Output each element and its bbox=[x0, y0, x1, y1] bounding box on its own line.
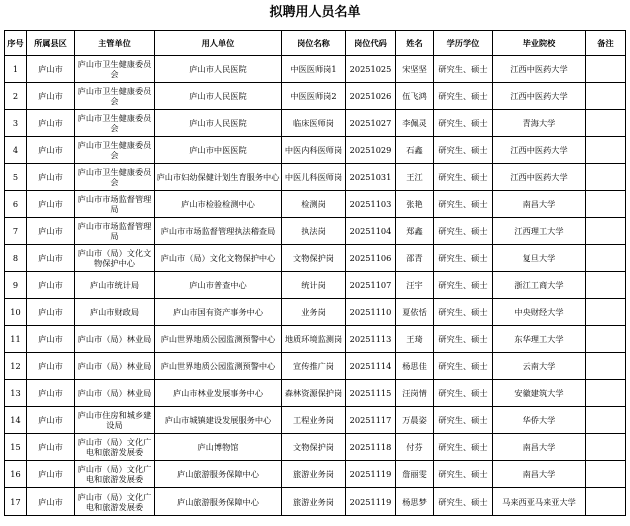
table-row bbox=[5, 380, 626, 407]
cell-col-county: 庐山市 bbox=[27, 218, 75, 245]
cell-col-county: 庐山市 bbox=[27, 299, 75, 326]
cell-col-name: 詹丽雯 bbox=[396, 461, 434, 488]
table-row bbox=[5, 245, 626, 272]
cell-col-name: 夏依恬 bbox=[396, 299, 434, 326]
cell-col-position-code: 20251106 bbox=[346, 245, 396, 272]
cell-col-county: 庐山市 bbox=[27, 461, 75, 488]
cell-col-position-code: 20251029 bbox=[346, 137, 396, 164]
cell-col-position: 业务岗 bbox=[282, 299, 346, 326]
cell-col-county: 庐山市 bbox=[27, 83, 75, 110]
table-row bbox=[5, 272, 626, 299]
cell-col-school: 东华理工大学 bbox=[493, 326, 586, 353]
cell-col-school: 南昌大学 bbox=[493, 461, 586, 488]
header-col-employer: 用人单位 bbox=[155, 31, 282, 56]
cell-col-position: 临床医师岗 bbox=[282, 110, 346, 137]
cell-col-county: 庐山市 bbox=[27, 245, 75, 272]
cell-col-supervisor: 庐山市住房和城乡建设局 bbox=[75, 407, 155, 434]
cell-col-degree: 研究生、硕士 bbox=[434, 461, 493, 488]
table-row bbox=[5, 434, 626, 461]
cell-col-position-code: 20251103 bbox=[346, 191, 396, 218]
cell-col-degree: 研究生、硕士 bbox=[434, 245, 493, 272]
cell-col-employer: 庐山旅游服务保障中心 bbox=[155, 461, 282, 488]
cell-col-county: 庐山市 bbox=[27, 110, 75, 137]
cell-col-county: 庐山市 bbox=[27, 380, 75, 407]
cell-col-remark bbox=[586, 299, 626, 326]
cell-col-degree: 研究生、硕士 bbox=[434, 434, 493, 461]
cell-col-supervisor: 庐山市卫生健康委员会 bbox=[75, 56, 155, 83]
cell-col-name: 汪宇 bbox=[396, 272, 434, 299]
cell-col-county: 庐山市 bbox=[27, 272, 75, 299]
cell-col-position: 工程业务岗 bbox=[282, 407, 346, 434]
cell-col-name: 石鑫 bbox=[396, 137, 434, 164]
cell-col-index: 13 bbox=[5, 380, 27, 407]
cell-col-degree: 研究生、硕士 bbox=[434, 299, 493, 326]
cell-col-remark bbox=[586, 380, 626, 407]
cell-col-index: 14 bbox=[5, 407, 27, 434]
cell-col-name: 付芬 bbox=[396, 434, 434, 461]
cell-col-employer: 庐山市林业发展事务中心 bbox=[155, 380, 282, 407]
cell-col-remark bbox=[586, 191, 626, 218]
cell-col-employer: 庐山市普查中心 bbox=[155, 272, 282, 299]
cell-col-county: 庐山市 bbox=[27, 488, 75, 516]
cell-col-position: 中医内科医师岗 bbox=[282, 137, 346, 164]
header-col-school: 毕业院校 bbox=[493, 31, 586, 56]
cell-col-school: 马来西亚马来亚大学 bbox=[493, 488, 586, 516]
cell-col-position-code: 20251115 bbox=[346, 380, 396, 407]
table-row bbox=[5, 56, 626, 83]
table-row bbox=[5, 299, 626, 326]
cell-col-county: 庐山市 bbox=[27, 191, 75, 218]
cell-col-supervisor: 庐山市（局）文化广电和旅游发展委 bbox=[75, 434, 155, 461]
table-row bbox=[5, 407, 626, 434]
cell-col-employer: 庐山世界地质公园监测预警中心 bbox=[155, 326, 282, 353]
cell-col-remark bbox=[586, 326, 626, 353]
cell-col-county: 庐山市 bbox=[27, 326, 75, 353]
cell-col-remark bbox=[586, 83, 626, 110]
cell-col-index: 3 bbox=[5, 110, 27, 137]
header-col-index: 序号 bbox=[5, 31, 27, 56]
cell-col-index: 10 bbox=[5, 299, 27, 326]
cell-col-index: 2 bbox=[5, 83, 27, 110]
cell-col-supervisor: 庐山市（局）文化广电和旅游发展委 bbox=[75, 488, 155, 516]
cell-col-position-code: 20251114 bbox=[346, 353, 396, 380]
cell-col-remark bbox=[586, 245, 626, 272]
cell-col-degree: 研究生、硕士 bbox=[434, 83, 493, 110]
cell-col-employer: 庐山博物馆 bbox=[155, 434, 282, 461]
cell-col-supervisor: 庐山市市场监督管理局 bbox=[75, 218, 155, 245]
cell-col-school: 江西中医药大学 bbox=[493, 83, 586, 110]
cell-col-supervisor: 庐山市统计局 bbox=[75, 272, 155, 299]
cell-col-supervisor: 庐山市卫生健康委员会 bbox=[75, 164, 155, 191]
cell-col-position: 地质环境监测岗 bbox=[282, 326, 346, 353]
cell-col-school: 复旦大学 bbox=[493, 245, 586, 272]
cell-col-index: 7 bbox=[5, 218, 27, 245]
cell-col-supervisor: 庐山市（局）文化文物保护中心 bbox=[75, 245, 155, 272]
header-col-name: 姓名 bbox=[396, 31, 434, 56]
cell-col-school: 南昌大学 bbox=[493, 434, 586, 461]
cell-col-name: 张艳 bbox=[396, 191, 434, 218]
cell-col-position: 中医医师岗2 bbox=[282, 83, 346, 110]
cell-col-remark bbox=[586, 461, 626, 488]
cell-col-supervisor: 庐山市财政局 bbox=[75, 299, 155, 326]
cell-col-position: 文物保护岗 bbox=[282, 245, 346, 272]
cell-col-school: 江西中医药大学 bbox=[493, 164, 586, 191]
cell-col-degree: 研究生、硕士 bbox=[434, 137, 493, 164]
cell-col-position-code: 20251027 bbox=[346, 110, 396, 137]
cell-col-employer: 庐山市（局）文化文物保护中心 bbox=[155, 245, 282, 272]
cell-col-position-code: 20251113 bbox=[346, 326, 396, 353]
cell-col-remark bbox=[586, 218, 626, 245]
table-row bbox=[5, 137, 626, 164]
header-col-position: 岗位名称 bbox=[282, 31, 346, 56]
cell-col-employer: 庐山市人民医院 bbox=[155, 83, 282, 110]
cell-col-degree: 研究生、硕士 bbox=[434, 191, 493, 218]
cell-col-school: 中央财经大学 bbox=[493, 299, 586, 326]
cell-col-position: 森林资源保护岗 bbox=[282, 380, 346, 407]
cell-col-school: 江西中医药大学 bbox=[493, 56, 586, 83]
cell-col-index: 11 bbox=[5, 326, 27, 353]
cell-col-index: 5 bbox=[5, 164, 27, 191]
cell-col-remark bbox=[586, 137, 626, 164]
candidate-table bbox=[4, 30, 626, 516]
cell-col-index: 17 bbox=[5, 488, 27, 516]
header-col-remark: 备注 bbox=[586, 31, 626, 56]
cell-col-position-code: 20251119 bbox=[346, 488, 396, 516]
cell-col-employer: 庐山市市场监督管理执法稽查局 bbox=[155, 218, 282, 245]
cell-col-county: 庐山市 bbox=[27, 137, 75, 164]
cell-col-name: 汪岗情 bbox=[396, 380, 434, 407]
cell-col-position: 中医医师岗1 bbox=[282, 56, 346, 83]
cell-col-degree: 研究生、硕士 bbox=[434, 56, 493, 83]
cell-col-degree: 研究生、硕士 bbox=[434, 164, 493, 191]
cell-col-index: 4 bbox=[5, 137, 27, 164]
table-row bbox=[5, 461, 626, 488]
table-row bbox=[5, 488, 626, 516]
cell-col-employer: 庐山市人民医院 bbox=[155, 110, 282, 137]
cell-col-name: 王江 bbox=[396, 164, 434, 191]
table-row bbox=[5, 353, 626, 380]
cell-col-school: 江西中医药大学 bbox=[493, 137, 586, 164]
header-col-supervisor: 主管单位 bbox=[75, 31, 155, 56]
cell-col-employer: 庐山市人民医院 bbox=[155, 56, 282, 83]
cell-col-employer: 庐山旅游服务保障中心 bbox=[155, 488, 282, 516]
cell-col-position: 宣传推广岗 bbox=[282, 353, 346, 380]
cell-col-remark bbox=[586, 56, 626, 83]
cell-col-position-code: 20251119 bbox=[346, 461, 396, 488]
cell-col-county: 庐山市 bbox=[27, 56, 75, 83]
cell-col-position-code: 20251107 bbox=[346, 272, 396, 299]
cell-col-index: 1 bbox=[5, 56, 27, 83]
cell-col-position: 旅游业务岗 bbox=[282, 461, 346, 488]
cell-col-county: 庐山市 bbox=[27, 407, 75, 434]
cell-col-position: 文物保护岗 bbox=[282, 434, 346, 461]
table-body bbox=[5, 56, 626, 516]
cell-col-school: 华侨大学 bbox=[493, 407, 586, 434]
cell-col-name: 万晨姿 bbox=[396, 407, 434, 434]
cell-col-name: 伍飞鸿 bbox=[396, 83, 434, 110]
cell-col-position: 检测岗 bbox=[282, 191, 346, 218]
cell-col-school: 南昌大学 bbox=[493, 191, 586, 218]
header-col-degree: 学历学位 bbox=[434, 31, 493, 56]
cell-col-name: 宋坚坚 bbox=[396, 56, 434, 83]
cell-col-employer: 庐山市中医医院 bbox=[155, 137, 282, 164]
cell-col-supervisor: 庐山市（局）林业局 bbox=[75, 353, 155, 380]
cell-col-supervisor: 庐山市市场监督管理局 bbox=[75, 191, 155, 218]
cell-col-supervisor: 庐山市（局）林业局 bbox=[75, 326, 155, 353]
cell-col-degree: 研究生、硕士 bbox=[434, 272, 493, 299]
cell-col-supervisor: 庐山市卫生健康委员会 bbox=[75, 110, 155, 137]
cell-col-position-code: 20251117 bbox=[346, 407, 396, 434]
cell-col-position: 统计岗 bbox=[282, 272, 346, 299]
cell-col-name: 杨思佳 bbox=[396, 353, 434, 380]
cell-col-index: 16 bbox=[5, 461, 27, 488]
document-title: 拟聘用人员名单 bbox=[269, 5, 361, 20]
cell-col-supervisor: 庐山市卫生健康委员会 bbox=[75, 83, 155, 110]
cell-col-index: 6 bbox=[5, 191, 27, 218]
cell-col-degree: 研究生、硕士 bbox=[434, 326, 493, 353]
cell-col-employer: 庐山市妇幼保健计划生育服务中心 bbox=[155, 164, 282, 191]
cell-col-name: 李佩灵 bbox=[396, 110, 434, 137]
cell-col-county: 庐山市 bbox=[27, 164, 75, 191]
cell-col-position: 中医儿科医师岗 bbox=[282, 164, 346, 191]
cell-col-degree: 研究生、硕士 bbox=[434, 488, 493, 516]
table-row bbox=[5, 110, 626, 137]
cell-col-position-code: 20251025 bbox=[346, 56, 396, 83]
cell-col-employer: 庐山市城镇建设发展服务中心 bbox=[155, 407, 282, 434]
cell-col-degree: 研究生、硕士 bbox=[434, 110, 493, 137]
header-col-position-code: 岗位代码 bbox=[346, 31, 396, 56]
cell-col-remark bbox=[586, 434, 626, 461]
cell-col-position-code: 20251110 bbox=[346, 299, 396, 326]
cell-col-remark bbox=[586, 272, 626, 299]
table-row bbox=[5, 191, 626, 218]
cell-col-school: 浙江工商大学 bbox=[493, 272, 586, 299]
cell-col-name: 邵青 bbox=[396, 245, 434, 272]
cell-col-county: 庐山市 bbox=[27, 434, 75, 461]
cell-col-degree: 研究生、硕士 bbox=[434, 353, 493, 380]
cell-col-index: 12 bbox=[5, 353, 27, 380]
table-row bbox=[5, 164, 626, 191]
cell-col-position-code: 20251104 bbox=[346, 218, 396, 245]
cell-col-remark bbox=[586, 110, 626, 137]
cell-col-supervisor: 庐山市（局）林业局 bbox=[75, 380, 155, 407]
cell-col-position-code: 20251026 bbox=[346, 83, 396, 110]
cell-col-employer: 庐山世界地质公园监测预警中心 bbox=[155, 353, 282, 380]
cell-col-remark bbox=[586, 407, 626, 434]
cell-col-degree: 研究生、硕士 bbox=[434, 218, 493, 245]
cell-col-school: 安徽建筑大学 bbox=[493, 380, 586, 407]
cell-col-remark bbox=[586, 353, 626, 380]
table-header-row bbox=[5, 31, 626, 56]
cell-col-degree: 研究生、硕士 bbox=[434, 407, 493, 434]
cell-col-supervisor: 庐山市（局）文化广电和旅游发展委 bbox=[75, 461, 155, 488]
table-row bbox=[5, 326, 626, 353]
table-row bbox=[5, 83, 626, 110]
cell-col-position-code: 20251118 bbox=[346, 434, 396, 461]
cell-col-degree: 研究生、硕士 bbox=[434, 380, 493, 407]
cell-col-supervisor: 庐山市卫生健康委员会 bbox=[75, 137, 155, 164]
cell-col-name: 王琦 bbox=[396, 326, 434, 353]
cell-col-remark bbox=[586, 164, 626, 191]
cell-col-index: 8 bbox=[5, 245, 27, 272]
cell-col-employer: 庐山市国有资产事务中心 bbox=[155, 299, 282, 326]
cell-col-name: 杨思梦 bbox=[396, 488, 434, 516]
cell-col-name: 郑鑫 bbox=[396, 218, 434, 245]
cell-col-position-code: 20251031 bbox=[346, 164, 396, 191]
cell-col-position: 旅游业务岗 bbox=[282, 488, 346, 516]
cell-col-school: 江西理工大学 bbox=[493, 218, 586, 245]
cell-col-county: 庐山市 bbox=[27, 353, 75, 380]
cell-col-index: 15 bbox=[5, 434, 27, 461]
cell-col-remark bbox=[586, 488, 626, 516]
cell-col-school: 云南大学 bbox=[493, 353, 586, 380]
header-col-county: 所属县区 bbox=[27, 31, 75, 56]
table-row bbox=[5, 218, 626, 245]
cell-col-index: 9 bbox=[5, 272, 27, 299]
cell-col-school: 青海大学 bbox=[493, 110, 586, 137]
cell-col-employer: 庐山市检验检测中心 bbox=[155, 191, 282, 218]
cell-col-position: 执法岗 bbox=[282, 218, 346, 245]
